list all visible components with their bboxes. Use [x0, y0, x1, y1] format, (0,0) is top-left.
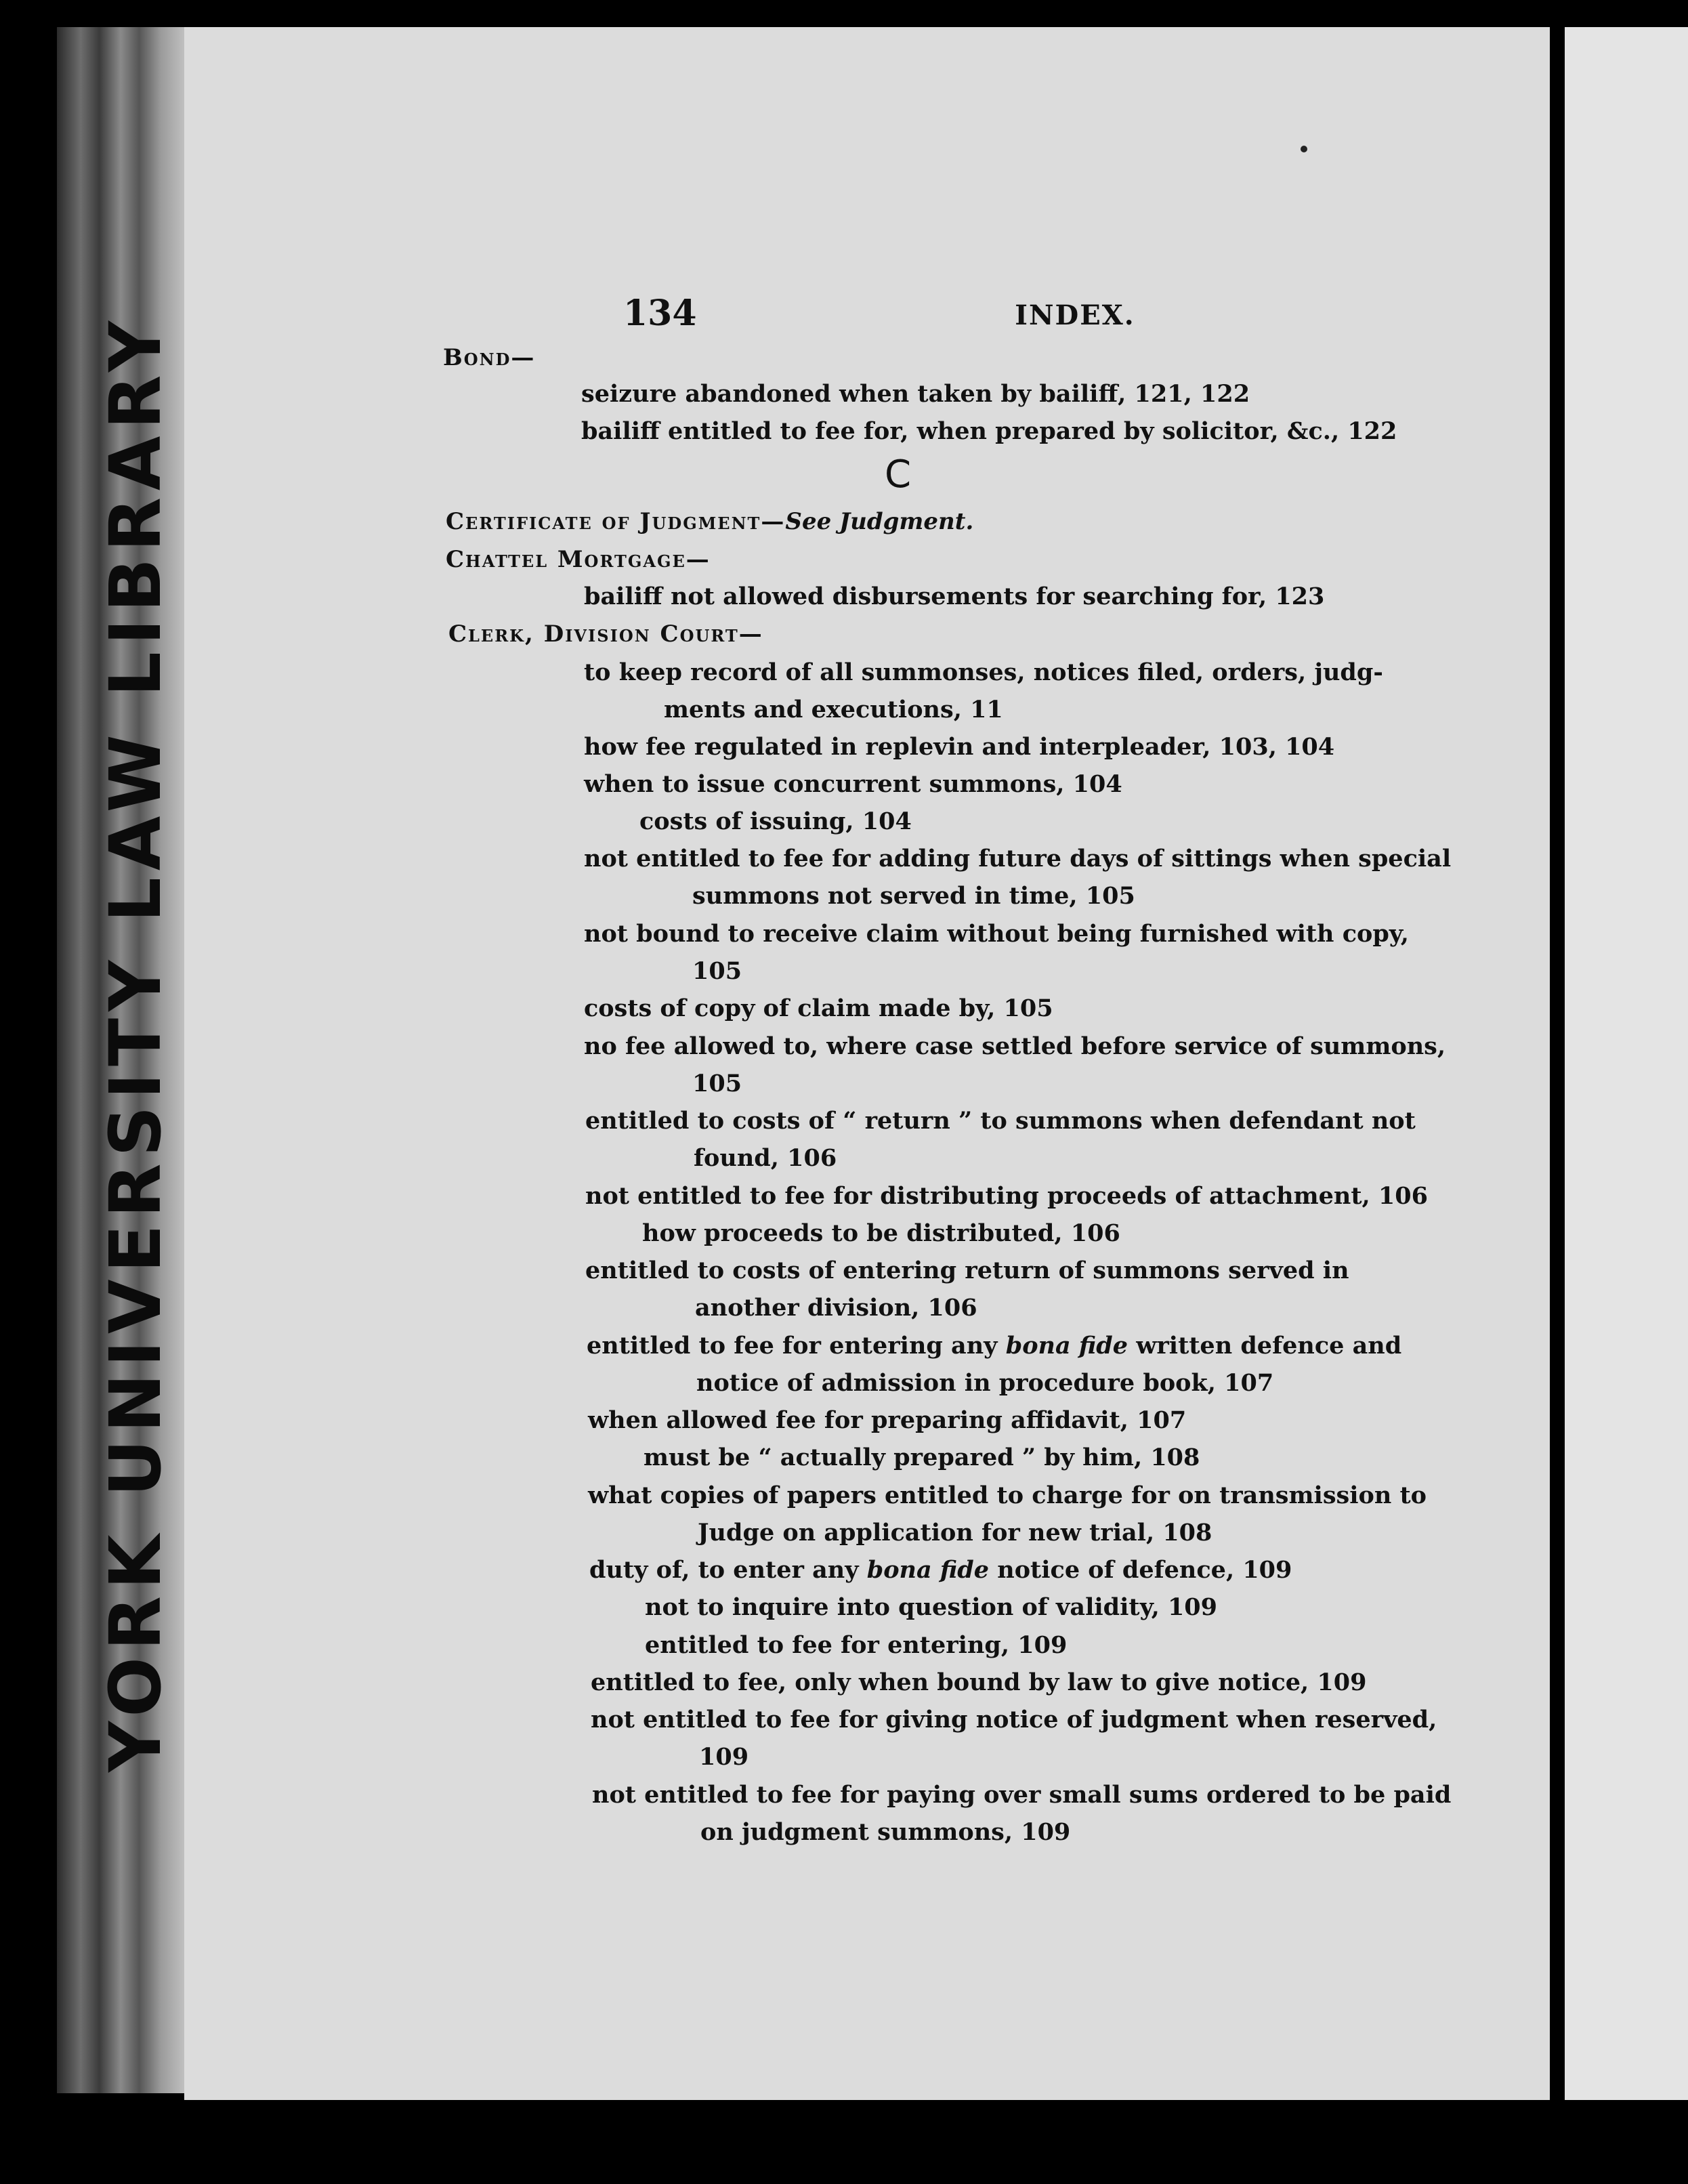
- index-line: 105: [692, 1070, 742, 1097]
- index-line: costs of issuing, 104: [639, 807, 912, 835]
- index-line: notice of admission in procedure book, 107: [696, 1369, 1274, 1397]
- library-stamp-text: YORK UNIVERSITY LAW LIBRARY: [94, 314, 177, 1773]
- index-line: entitled to fee, only when bound by law to give notice, 109: [591, 1668, 1367, 1696]
- index-line: on judgment summons, 109: [700, 1818, 1071, 1846]
- index-line: another division, 106: [695, 1294, 977, 1322]
- latin-term: bona fide: [866, 1556, 990, 1584]
- certificate-heading-text: Certificate of Judgment—: [446, 508, 786, 535]
- entry-heading-certificate: [446, 508, 973, 535]
- index-line: not entitled to fee for paying over small sums ordered to be paid: [592, 1781, 1452, 1809]
- running-head: INDEX.: [1015, 299, 1135, 331]
- index-line: bailiff not allowed disbursements for searching for, 123: [584, 583, 1325, 610]
- index-line: summons not served in time, 105: [692, 882, 1135, 910]
- index-line: [587, 1332, 1401, 1360]
- index-line: not entitled to fee for distributing proceeds of attachment, 106: [585, 1182, 1428, 1210]
- index-line: 105: [692, 957, 742, 985]
- index-line: bailiff entitled to fee for, when prepared by solicitor, &c., 122: [581, 417, 1397, 445]
- index-line: 109: [699, 1743, 749, 1771]
- index-line: not entitled to fee for adding future days of sittings when special: [584, 845, 1452, 873]
- index-line: not bound to receive claim without being furnished with copy,: [584, 920, 1409, 948]
- index-line: when to issue concurrent summons, 104: [584, 770, 1122, 798]
- index-line: entitled to costs of entering return of summons served in: [585, 1257, 1349, 1284]
- ink-speck: [1301, 146, 1307, 152]
- entry-heading-clerk: Clerk, Division Court—: [448, 621, 763, 648]
- entry-heading-chattel: Chattel Mortgage—: [446, 546, 711, 573]
- index-line: what copies of papers entitled to charge for on transmission to: [588, 1482, 1427, 1509]
- page-number: 134: [623, 293, 697, 334]
- facing-page-edge: [1565, 27, 1688, 2100]
- index-line: entitled to fee for entering, 109: [645, 1631, 1068, 1659]
- index-line-text: written defence and: [1128, 1332, 1402, 1360]
- index-line: found, 106: [694, 1144, 837, 1172]
- index-line: entitled to costs of “ return ” to summons when defendant not: [585, 1107, 1416, 1135]
- index-line: how fee regulated in replevin and interpleader, 103, 104: [584, 733, 1335, 761]
- index-line-text: entitled to fee for entering any: [587, 1332, 1006, 1360]
- see-reference: See Judgment.: [785, 508, 974, 535]
- index-line-text: notice of defence, 109: [989, 1556, 1292, 1584]
- index-line: must be “ actually prepared ” by him, 108: [643, 1444, 1200, 1471]
- section-letter: C: [885, 453, 912, 497]
- index-line: to keep record of all summonses, notices filed, orders, judg-: [584, 658, 1383, 686]
- library-stamp: [88, 314, 183, 1773]
- index-line: not entitled to fee for giving notice of judgment when reserved,: [591, 1706, 1437, 1734]
- index-line: no fee allowed to, where case settled before service of summons,: [584, 1032, 1446, 1060]
- latin-term: bona fide: [1005, 1332, 1128, 1360]
- index-line: ments and executions, 11: [664, 696, 1003, 723]
- index-line: how proceeds to be distributed, 106: [642, 1219, 1120, 1247]
- index-line: [589, 1556, 1292, 1584]
- index-line: not to inquire into question of validity, 109: [645, 1593, 1218, 1621]
- index-line: when allowed fee for preparing affidavit, 107: [588, 1406, 1187, 1434]
- index-line-text: duty of, to enter any: [589, 1556, 867, 1584]
- index-line: seizure abandoned when taken by bailiff, 121, 122: [581, 380, 1250, 408]
- index-page: [184, 27, 1550, 2100]
- entry-heading-bond: Bond—: [443, 344, 536, 371]
- index-line: Judge on application for new trial, 108: [698, 1519, 1212, 1547]
- index-line: costs of copy of claim made by, 105: [584, 994, 1053, 1022]
